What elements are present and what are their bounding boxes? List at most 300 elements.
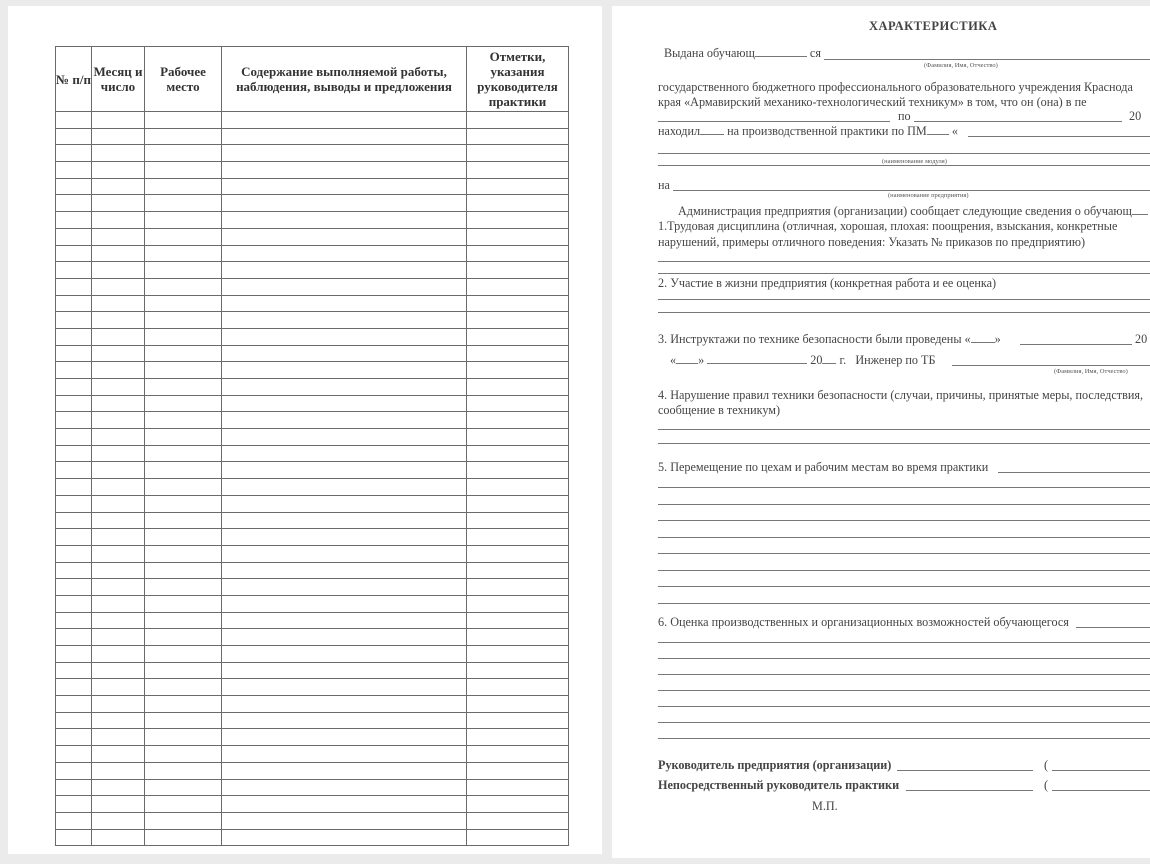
table-cell[interactable] bbox=[92, 495, 145, 512]
table-cell[interactable] bbox=[467, 128, 569, 145]
table-cell[interactable] bbox=[92, 162, 145, 179]
table-cell[interactable] bbox=[467, 112, 569, 129]
table-cell[interactable] bbox=[467, 262, 569, 279]
table-cell[interactable] bbox=[222, 812, 467, 829]
header-workplace: Рабочее место bbox=[145, 47, 222, 112]
table-cell[interactable] bbox=[222, 796, 467, 813]
table-cell[interactable] bbox=[56, 646, 92, 663]
table-cell[interactable] bbox=[467, 562, 569, 579]
table-cell[interactable] bbox=[467, 429, 569, 446]
located-line: находил на производственной практики по ПМ « bbox=[658, 124, 958, 138]
table-cell[interactable] bbox=[92, 195, 145, 212]
hint-engineer-name: (Фамилия, Имя, Отчество) bbox=[1054, 368, 1128, 375]
table-cell[interactable] bbox=[467, 829, 569, 846]
table-cell[interactable] bbox=[92, 328, 145, 345]
name-field[interactable] bbox=[824, 59, 1150, 60]
table-cell[interactable] bbox=[222, 162, 467, 179]
table-cell[interactable] bbox=[145, 462, 222, 479]
table-cell[interactable] bbox=[92, 479, 145, 496]
engineer-name-field[interactable] bbox=[952, 365, 1150, 366]
item-1-answer-2[interactable] bbox=[658, 273, 1150, 274]
table-cell[interactable] bbox=[56, 779, 92, 796]
table-cell[interactable] bbox=[145, 295, 222, 312]
table-cell[interactable] bbox=[92, 829, 145, 846]
table-cell[interactable] bbox=[56, 629, 92, 646]
table-row bbox=[56, 779, 569, 796]
table-cell[interactable] bbox=[92, 312, 145, 329]
table-cell[interactable] bbox=[92, 145, 145, 162]
table-cell[interactable] bbox=[467, 395, 569, 412]
hint-name: (Фамилия, Имя, Отчество) bbox=[924, 62, 998, 69]
table-cell[interactable] bbox=[145, 796, 222, 813]
table-cell[interactable] bbox=[222, 512, 467, 529]
table-row bbox=[56, 195, 569, 212]
table-cell[interactable] bbox=[467, 696, 569, 713]
table-cell[interactable] bbox=[145, 362, 222, 379]
answer-line[interactable] bbox=[658, 690, 1150, 691]
table-row bbox=[56, 679, 569, 696]
table-row bbox=[56, 512, 569, 529]
table-cell[interactable] bbox=[92, 612, 145, 629]
table-cell[interactable] bbox=[56, 412, 92, 429]
table-cell[interactable] bbox=[222, 328, 467, 345]
table-cell[interactable] bbox=[145, 345, 222, 362]
answer-line[interactable] bbox=[658, 504, 1150, 505]
table-row bbox=[56, 162, 569, 179]
table-cell[interactable] bbox=[222, 228, 467, 245]
table-cell[interactable] bbox=[467, 379, 569, 396]
table-cell[interactable] bbox=[145, 712, 222, 729]
table-cell[interactable] bbox=[145, 629, 222, 646]
table-row bbox=[56, 495, 569, 512]
table-cell[interactable] bbox=[56, 379, 92, 396]
table-cell[interactable] bbox=[145, 812, 222, 829]
table-cell[interactable] bbox=[222, 612, 467, 629]
table-cell[interactable] bbox=[467, 812, 569, 829]
table-cell[interactable] bbox=[145, 545, 222, 562]
item-1-line-1: 1.Трудовая дисциплина (отличная, хорошая, плохая: поощрения, взыскания, конкретные bbox=[658, 219, 1118, 233]
table-cell[interactable] bbox=[56, 712, 92, 729]
table-cell[interactable] bbox=[467, 295, 569, 312]
table-cell[interactable] bbox=[92, 729, 145, 746]
table-cell[interactable] bbox=[467, 412, 569, 429]
item-4-line-1: 4. Нарушение правил техники безопасности (случаи, причины, принятые меры, последствия, bbox=[658, 388, 1144, 402]
institution-line-1: государственного бюджетного профессионального образовательного учреждения Краснода bbox=[658, 80, 1133, 94]
table-cell[interactable] bbox=[145, 696, 222, 713]
table-cell[interactable] bbox=[145, 679, 222, 696]
answer-line[interactable] bbox=[658, 487, 1150, 488]
table-cell[interactable] bbox=[56, 495, 92, 512]
table-row bbox=[56, 395, 569, 412]
table-row bbox=[56, 245, 569, 262]
item-3-year: 20 bbox=[1135, 332, 1148, 346]
table-cell[interactable] bbox=[92, 445, 145, 462]
table-cell[interactable] bbox=[145, 779, 222, 796]
answer-line[interactable] bbox=[658, 537, 1150, 538]
answer-line[interactable] bbox=[658, 603, 1150, 604]
table-cell[interactable] bbox=[222, 429, 467, 446]
table-cell[interactable] bbox=[467, 278, 569, 295]
table-cell[interactable] bbox=[467, 328, 569, 345]
table-cell[interactable] bbox=[222, 195, 467, 212]
table-cell[interactable] bbox=[145, 228, 222, 245]
table-cell[interactable] bbox=[467, 212, 569, 229]
table-cell[interactable] bbox=[222, 562, 467, 579]
table-cell[interactable] bbox=[222, 629, 467, 646]
table-cell[interactable] bbox=[145, 212, 222, 229]
table-cell[interactable] bbox=[56, 362, 92, 379]
table-cell[interactable] bbox=[56, 762, 92, 779]
period-to-field[interactable] bbox=[914, 121, 1122, 122]
answer-line[interactable] bbox=[658, 520, 1150, 521]
answer-line[interactable] bbox=[658, 722, 1150, 723]
table-cell[interactable] bbox=[92, 362, 145, 379]
hint-module: (наименование модуля) bbox=[882, 158, 947, 165]
table-cell[interactable] bbox=[222, 529, 467, 546]
table-cell[interactable] bbox=[222, 362, 467, 379]
table-cell[interactable] bbox=[56, 696, 92, 713]
table-cell[interactable] bbox=[92, 679, 145, 696]
answer-line[interactable] bbox=[658, 586, 1150, 587]
table-cell[interactable] bbox=[222, 779, 467, 796]
table-cell[interactable] bbox=[222, 128, 467, 145]
answer-line[interactable] bbox=[658, 658, 1150, 659]
table-cell[interactable] bbox=[92, 746, 145, 763]
table-header-row bbox=[56, 47, 569, 112]
table-cell[interactable] bbox=[222, 746, 467, 763]
item-4-answer-1[interactable] bbox=[658, 429, 1150, 430]
table-cell[interactable] bbox=[467, 545, 569, 562]
table-cell[interactable] bbox=[467, 746, 569, 763]
direct-name-field[interactable] bbox=[1052, 790, 1150, 791]
table-row bbox=[56, 228, 569, 245]
hint-enterprise: (наименование предприятия) bbox=[888, 192, 969, 199]
table-cell[interactable] bbox=[56, 228, 92, 245]
table-cell[interactable] bbox=[56, 262, 92, 279]
direct-paren: ( bbox=[1044, 778, 1049, 792]
table-cell[interactable] bbox=[56, 178, 92, 195]
table-cell[interactable] bbox=[92, 646, 145, 663]
table-cell[interactable] bbox=[92, 128, 145, 145]
table-cell[interactable] bbox=[56, 479, 92, 496]
table-cell[interactable] bbox=[467, 595, 569, 612]
table-cell[interactable] bbox=[222, 696, 467, 713]
table-cell[interactable] bbox=[145, 128, 222, 145]
table-cell[interactable] bbox=[145, 379, 222, 396]
table-cell[interactable] bbox=[145, 529, 222, 546]
table-cell[interactable] bbox=[467, 729, 569, 746]
table-row bbox=[56, 112, 569, 129]
table-cell[interactable] bbox=[222, 545, 467, 562]
table-cell[interactable] bbox=[467, 228, 569, 245]
table-row bbox=[56, 128, 569, 145]
table-cell[interactable] bbox=[92, 579, 145, 596]
table-cell[interactable] bbox=[56, 829, 92, 846]
table-cell[interactable] bbox=[56, 812, 92, 829]
table-cell[interactable] bbox=[222, 379, 467, 396]
table-cell[interactable] bbox=[56, 245, 92, 262]
table-cell[interactable] bbox=[92, 696, 145, 713]
table-cell[interactable] bbox=[56, 579, 92, 596]
table-row bbox=[56, 579, 569, 596]
table-row bbox=[56, 796, 569, 813]
table-row bbox=[56, 412, 569, 429]
table-cell[interactable] bbox=[222, 479, 467, 496]
table-cell[interactable] bbox=[145, 112, 222, 129]
table-cell[interactable] bbox=[92, 345, 145, 362]
table-cell[interactable] bbox=[56, 729, 92, 746]
table-cell[interactable] bbox=[467, 245, 569, 262]
table-cell[interactable] bbox=[222, 145, 467, 162]
table-cell[interactable] bbox=[92, 295, 145, 312]
table-cell[interactable] bbox=[145, 829, 222, 846]
table-cell[interactable] bbox=[222, 345, 467, 362]
table-cell[interactable] bbox=[222, 295, 467, 312]
table-cell[interactable] bbox=[222, 395, 467, 412]
table-cell[interactable] bbox=[222, 412, 467, 429]
table-cell[interactable] bbox=[467, 178, 569, 195]
table-cell[interactable] bbox=[222, 445, 467, 462]
table-cell[interactable] bbox=[145, 479, 222, 496]
table-cell[interactable] bbox=[56, 445, 92, 462]
table-cell[interactable] bbox=[467, 345, 569, 362]
table-cell[interactable] bbox=[56, 746, 92, 763]
table-cell[interactable] bbox=[56, 278, 92, 295]
table-cell[interactable] bbox=[467, 579, 569, 596]
item-5-inline-field[interactable] bbox=[998, 472, 1150, 473]
table-row bbox=[56, 746, 569, 763]
module-field-line-2[interactable] bbox=[658, 153, 1150, 154]
direct-signature-label: Непосредственный руководитель практики bbox=[658, 778, 900, 792]
table-cell[interactable] bbox=[467, 512, 569, 529]
period-from-field[interactable] bbox=[658, 121, 890, 122]
table-cell[interactable] bbox=[222, 212, 467, 229]
table-cell[interactable] bbox=[467, 462, 569, 479]
table-row bbox=[56, 462, 569, 479]
item-2-answer-1[interactable] bbox=[658, 299, 1150, 300]
table-cell[interactable] bbox=[467, 646, 569, 663]
page-title: ХАРАКТЕРИСТИКА bbox=[869, 19, 998, 33]
table-cell[interactable] bbox=[56, 796, 92, 813]
header-work-content: Содержание выполняемой работы, наблюдения, выводы и предложения bbox=[222, 47, 467, 112]
table-cell[interactable] bbox=[222, 762, 467, 779]
table-cell[interactable] bbox=[92, 379, 145, 396]
table-cell[interactable] bbox=[467, 195, 569, 212]
table-cell[interactable] bbox=[145, 495, 222, 512]
table-cell[interactable] bbox=[467, 362, 569, 379]
module-field-line-3[interactable] bbox=[658, 165, 1150, 166]
table-cell[interactable] bbox=[145, 512, 222, 529]
table-cell[interactable] bbox=[56, 395, 92, 412]
table-cell[interactable] bbox=[56, 162, 92, 179]
table-cell[interactable] bbox=[56, 212, 92, 229]
table-cell[interactable] bbox=[145, 395, 222, 412]
table-cell[interactable] bbox=[92, 629, 145, 646]
table-cell[interactable] bbox=[145, 595, 222, 612]
table-cell[interactable] bbox=[92, 228, 145, 245]
table-cell[interactable] bbox=[145, 445, 222, 462]
table-cell[interactable] bbox=[145, 662, 222, 679]
table-cell[interactable] bbox=[145, 646, 222, 663]
table-cell[interactable] bbox=[145, 262, 222, 279]
table-row bbox=[56, 696, 569, 713]
table-cell[interactable] bbox=[56, 612, 92, 629]
table-cell[interactable] bbox=[56, 662, 92, 679]
enterprise-field[interactable] bbox=[673, 190, 1150, 191]
item-2-text: 2. Участие в жизни предприятия (конкретная работа и ее оценка) bbox=[658, 276, 997, 290]
table-cell[interactable] bbox=[467, 479, 569, 496]
table-cell[interactable] bbox=[222, 312, 467, 329]
table-cell[interactable] bbox=[92, 262, 145, 279]
table-cell[interactable] bbox=[145, 729, 222, 746]
answer-line[interactable] bbox=[658, 706, 1150, 707]
item-2-answer-2[interactable] bbox=[658, 312, 1150, 313]
table-cell[interactable] bbox=[56, 429, 92, 446]
table-cell[interactable] bbox=[56, 345, 92, 362]
table-cell[interactable] bbox=[92, 796, 145, 813]
table-cell[interactable] bbox=[145, 412, 222, 429]
table-cell[interactable] bbox=[222, 262, 467, 279]
table-cell[interactable] bbox=[92, 178, 145, 195]
table-cell[interactable] bbox=[92, 412, 145, 429]
table-cell[interactable] bbox=[56, 112, 92, 129]
table-cell[interactable] bbox=[467, 762, 569, 779]
table-cell[interactable] bbox=[222, 729, 467, 746]
table-cell[interactable] bbox=[467, 629, 569, 646]
characteristic-page bbox=[612, 6, 1150, 858]
table-cell[interactable] bbox=[145, 562, 222, 579]
table-row bbox=[56, 328, 569, 345]
table-cell[interactable] bbox=[92, 779, 145, 796]
table-cell[interactable] bbox=[467, 612, 569, 629]
table-cell[interactable] bbox=[92, 545, 145, 562]
table-cell[interactable] bbox=[145, 429, 222, 446]
journal-page bbox=[8, 6, 602, 854]
header-number: № п/п bbox=[56, 47, 92, 112]
item-3b-line: « » 20 г. Инженер по ТБ bbox=[670, 353, 936, 367]
table-cell[interactable] bbox=[92, 762, 145, 779]
head-name-field[interactable] bbox=[1052, 770, 1150, 771]
table-cell[interactable] bbox=[222, 679, 467, 696]
table-cell[interactable] bbox=[145, 612, 222, 629]
table-cell[interactable] bbox=[145, 579, 222, 596]
table-cell[interactable] bbox=[56, 595, 92, 612]
direct-signature-field[interactable] bbox=[906, 790, 1033, 791]
item-5-text: 5. Перемещение по цехам и рабочим местам во время практики bbox=[658, 460, 989, 474]
item-6-inline-field[interactable] bbox=[1076, 627, 1150, 628]
table-cell[interactable] bbox=[145, 746, 222, 763]
table-cell[interactable] bbox=[92, 112, 145, 129]
table-cell[interactable] bbox=[56, 195, 92, 212]
table-cell[interactable] bbox=[222, 662, 467, 679]
table-cell[interactable] bbox=[222, 495, 467, 512]
table-cell[interactable] bbox=[467, 162, 569, 179]
table-cell[interactable] bbox=[467, 445, 569, 462]
table-cell[interactable] bbox=[145, 328, 222, 345]
table-cell[interactable] bbox=[92, 212, 145, 229]
table-cell[interactable] bbox=[467, 312, 569, 329]
table-cell[interactable] bbox=[145, 245, 222, 262]
table-cell[interactable] bbox=[222, 462, 467, 479]
table-cell[interactable] bbox=[467, 145, 569, 162]
table-cell[interactable] bbox=[92, 529, 145, 546]
table-cell[interactable] bbox=[467, 662, 569, 679]
table-cell[interactable] bbox=[222, 245, 467, 262]
table-cell[interactable] bbox=[92, 812, 145, 829]
answer-line[interactable] bbox=[658, 674, 1150, 675]
answer-line[interactable] bbox=[658, 642, 1150, 643]
table-cell[interactable] bbox=[92, 278, 145, 295]
head-signature-field[interactable] bbox=[897, 770, 1033, 771]
answer-line[interactable] bbox=[658, 738, 1150, 739]
table-cell[interactable] bbox=[467, 796, 569, 813]
item-1-answer-1[interactable] bbox=[658, 261, 1150, 262]
table-cell[interactable] bbox=[56, 462, 92, 479]
table-cell[interactable] bbox=[222, 178, 467, 195]
table-cell[interactable] bbox=[145, 195, 222, 212]
item-4-line-2: сообщение в техникум) bbox=[658, 403, 781, 417]
table-cell[interactable] bbox=[145, 278, 222, 295]
work-journal-table bbox=[55, 46, 569, 846]
table-cell[interactable] bbox=[222, 595, 467, 612]
table-cell[interactable] bbox=[56, 312, 92, 329]
stamp-label: М.П. bbox=[812, 799, 838, 813]
table-cell[interactable] bbox=[56, 328, 92, 345]
table-cell[interactable] bbox=[56, 529, 92, 546]
module-field[interactable] bbox=[968, 136, 1150, 137]
table-cell[interactable] bbox=[92, 395, 145, 412]
item-4-answer-2[interactable] bbox=[658, 443, 1150, 444]
table-cell[interactable] bbox=[92, 512, 145, 529]
table-cell[interactable] bbox=[56, 679, 92, 696]
table-cell[interactable] bbox=[467, 529, 569, 546]
table-cell[interactable] bbox=[92, 429, 145, 446]
table-cell[interactable] bbox=[145, 145, 222, 162]
table-cell[interactable] bbox=[467, 495, 569, 512]
table-cell[interactable] bbox=[145, 178, 222, 195]
table-cell[interactable] bbox=[92, 712, 145, 729]
table-cell[interactable] bbox=[222, 712, 467, 729]
table-cell[interactable] bbox=[56, 545, 92, 562]
table-cell[interactable] bbox=[56, 295, 92, 312]
institution-line-2: края «Армавирский механико-технологический техникум» в том, что он (она) в пе bbox=[658, 95, 1087, 109]
table-cell[interactable] bbox=[467, 779, 569, 796]
table-cell[interactable] bbox=[222, 829, 467, 846]
table-row bbox=[56, 562, 569, 579]
table-cell[interactable] bbox=[92, 562, 145, 579]
table-cell[interactable] bbox=[145, 162, 222, 179]
table-cell[interactable] bbox=[222, 579, 467, 596]
table-cell[interactable] bbox=[222, 112, 467, 129]
table-cell[interactable] bbox=[145, 762, 222, 779]
table-cell[interactable] bbox=[92, 662, 145, 679]
table-cell[interactable] bbox=[222, 278, 467, 295]
table-cell[interactable] bbox=[56, 562, 92, 579]
answer-line[interactable] bbox=[658, 553, 1150, 554]
table-cell[interactable] bbox=[92, 595, 145, 612]
answer-line[interactable] bbox=[658, 570, 1150, 571]
table-cell[interactable] bbox=[222, 646, 467, 663]
table-cell[interactable] bbox=[467, 712, 569, 729]
briefing-date-field[interactable] bbox=[1020, 344, 1132, 345]
table-cell[interactable] bbox=[92, 245, 145, 262]
table-cell[interactable] bbox=[56, 512, 92, 529]
table-cell[interactable] bbox=[145, 312, 222, 329]
table-cell[interactable] bbox=[92, 462, 145, 479]
table-cell[interactable] bbox=[56, 128, 92, 145]
table-cell[interactable] bbox=[56, 145, 92, 162]
table-cell[interactable] bbox=[467, 679, 569, 696]
